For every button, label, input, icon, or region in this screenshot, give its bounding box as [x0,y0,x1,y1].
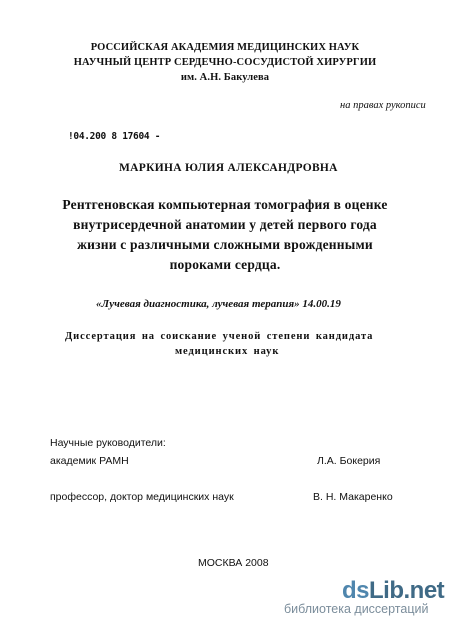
city-year: МОСКВА 2008 [198,557,269,569]
dslib-tagline: библиотека диссертаций [284,602,429,616]
thesis-title-line-1: Рентгеновская компьютерная томография в оценке [62,197,388,212]
thesis-title-line-4: пороками сердца. [169,257,281,272]
supervisor-1-role: академик РАМН [50,455,129,467]
supervisor-2-role: профессор, доктор медицинских наук [50,491,234,503]
org-line-bakulev: им. А.Н. Бакулева [180,72,270,83]
thesis-title-line-3: жизни с различными сложными врожденными [77,237,373,252]
specialty-code: «Лучевая диагностика, лучевая терапия» 14.00.19 [96,298,341,310]
supervisor-2-name: В. Н. Макаренко [313,491,393,503]
supervisors-heading: Научные руководители: [50,437,166,449]
author-name: МАРКИНА ЮЛИЯ АЛЕКСАНДРОВНА [119,162,338,174]
degree-line-1: Диссертация на соискание ученой степени кандидата [65,331,374,342]
thesis-title-line-2: внутрисердечной анатомии у детей первого года [73,217,377,232]
registration-stamp: !04.200 8 17604 - [68,131,161,142]
dslib-watermark[interactable] [342,577,444,605]
manuscript-rights-note: на правах рукописи [340,100,426,111]
degree-line-2: медицинских наук [175,346,280,357]
dslib-logo: dsLib.net [342,577,445,604]
supervisor-1-name: Л.А. Бокерия [317,455,381,467]
org-line-center: НАУЧНЫЙ ЦЕНТР СЕРДЕЧНО-СОСУДИСТОЙ ХИРУРГИИ [73,57,377,68]
org-line-academy: РОССИЙСКАЯ АКАДЕМИЯ МЕДИЦИНСКИХ НАУК [90,42,360,53]
